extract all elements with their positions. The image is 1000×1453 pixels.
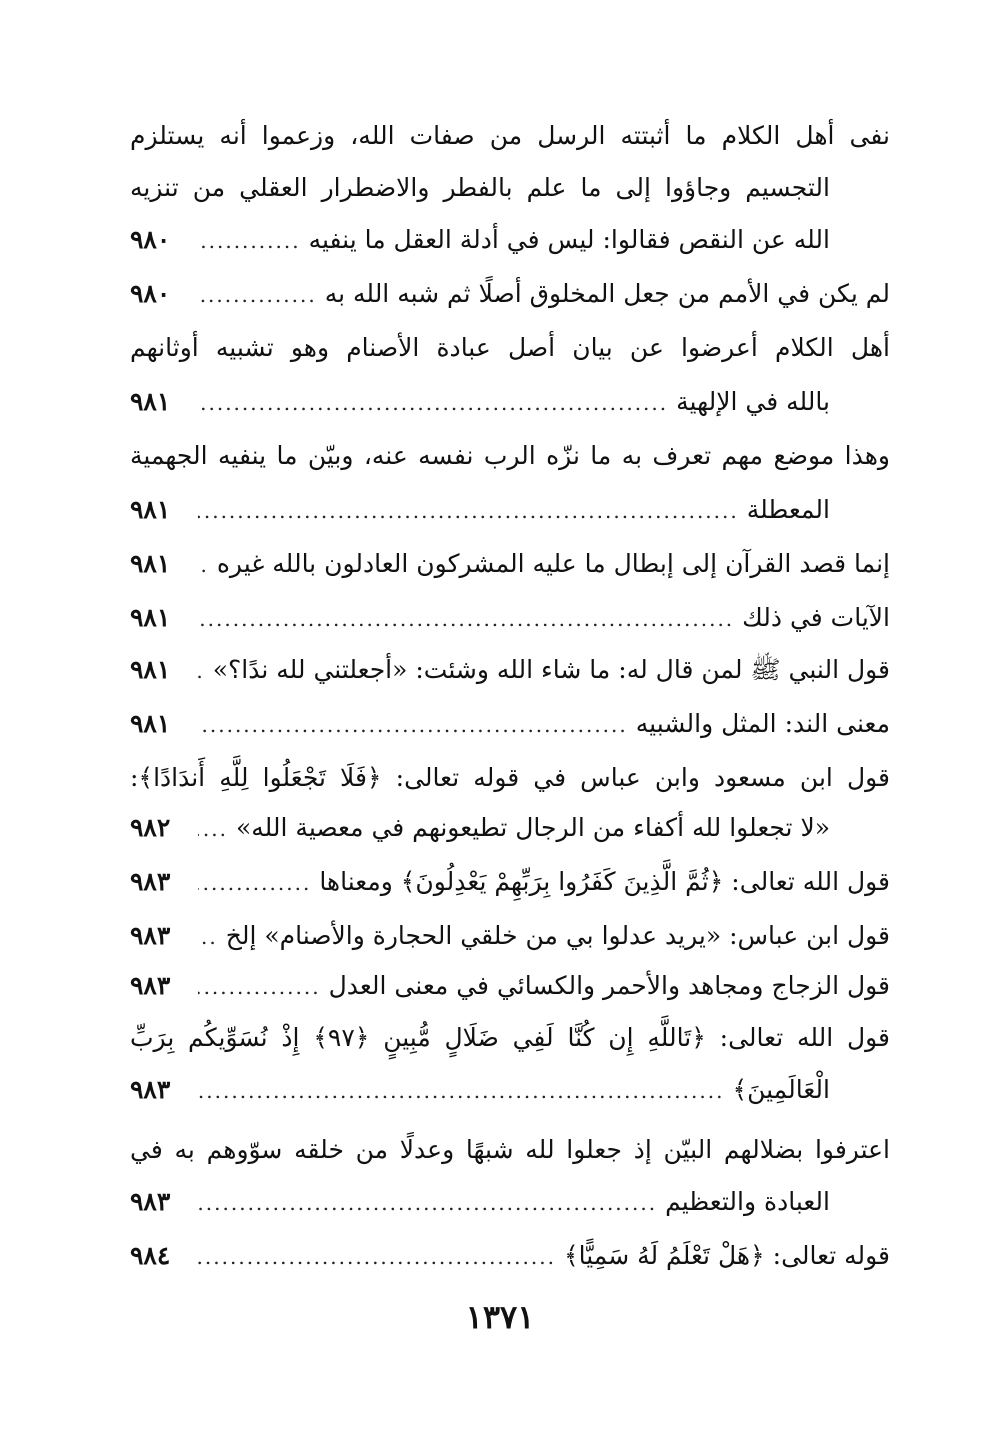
dot-leader <box>198 963 321 1011</box>
dot-leader <box>198 541 209 589</box>
entry-page-number: ٩٨٣ <box>130 1187 171 1216</box>
entry-page-number: ٩٨١ <box>130 655 171 684</box>
index-entry <box>130 1066 890 1114</box>
page-number: ١٣٧١ <box>465 1298 535 1336</box>
entry-text: بالله في الإلهية <box>676 387 830 416</box>
index-entry <box>130 804 890 852</box>
entry-text: وهذا موضع مهم تعرف به ما نزّه الرب نفسه عنه، وبيّن ما ينفيه الجهمية <box>130 441 890 470</box>
index-entry <box>130 216 890 264</box>
entry-text: إنما قصد القرآن إلى إبطال ما عليه المشركون العادلون بالله غيره <box>216 549 890 578</box>
entry-page-number: ٩٨٠ <box>130 225 171 254</box>
index-entry-continued <box>130 754 890 802</box>
index-entry-continued <box>130 432 890 480</box>
index-entry <box>130 962 890 1010</box>
index-entry <box>130 540 890 588</box>
index-entry <box>130 486 890 534</box>
index-entry <box>130 912 890 960</box>
entry-page-number: ٩٨١ <box>130 603 171 632</box>
entry-text: الآيات في ذلك <box>742 603 890 632</box>
dot-leader <box>198 701 628 749</box>
entry-text: لم يكن في الأمم من جعل المخلوق أصلًا ثم شبه الله به <box>324 279 890 308</box>
entry-page-number: ٩٨٣ <box>130 921 171 950</box>
index-entry <box>130 270 890 318</box>
index-entry-continued <box>130 1014 890 1062</box>
entry-text: الْعَالَمِينَ﴾ <box>732 1075 830 1104</box>
entry-page-number: ٩٨٢ <box>130 813 171 842</box>
entry-text: قول الله تعالى: ﴿ثُمَّ الَّذِينَ كَفَرُوا بِرَبِّهِمْ يَعْدِلُونَ﴾ ومعناها <box>319 867 890 896</box>
entry-text: معنى الند: المثل والشبيه <box>635 709 890 738</box>
index-entry-continued <box>130 164 890 212</box>
dot-leader <box>198 1067 724 1115</box>
entry-page-number: ٩٨٤ <box>130 1241 171 1270</box>
entry-text: اعترفوا بضلالهم البيّن إذ جعلوا لله شبهًا وعدلًا من خلقه سوّوهم به في <box>130 1135 890 1164</box>
entry-text: قول ابن مسعود وابن عباس في قوله تعالى: ﴿فَلَا تَجْعَلُوا لِلَّهِ أَندَادًا﴾: <box>130 763 890 792</box>
dot-leader <box>198 647 205 695</box>
entry-page-number: ٩٨١ <box>130 549 171 578</box>
index-entry <box>130 700 890 748</box>
dot-leader <box>198 1233 556 1281</box>
entry-page-number: ٩٨١ <box>130 709 171 738</box>
dot-leader <box>198 595 734 643</box>
entry-text: قول النبي ﷺ لمن قال له: ما شاء الله وشئت: «أجعلتني لله ندًا؟» <box>212 655 890 684</box>
entry-page-number: ٩٨١ <box>130 387 171 416</box>
dot-leader <box>198 379 668 427</box>
entry-text: نفى أهل الكلام ما أثبتته الرسل من صفات الله، وزعموا أنه يستلزم <box>130 121 890 150</box>
index-entry <box>130 646 890 694</box>
entry-text: أهل الكلام أعرضوا عن بيان أصل عبادة الأصنام وهو تشبيه أوثانهم <box>130 333 890 362</box>
index-entry-continued <box>130 324 890 372</box>
index-entry-continued <box>130 112 890 160</box>
entry-text: قول الزجاج ومجاهد والأحمر والكسائي في معنى العدل <box>328 971 890 1000</box>
dot-leader <box>198 913 218 961</box>
entry-text: قوله تعالى: ﴿هَلْ تَعْلَمُ لَهُ سَمِيًّا﴾ <box>563 1241 890 1270</box>
entry-text: قول ابن عباس: «يريد عدلوا بي من خلقي الحجارة والأصنام» إلخ <box>225 921 890 950</box>
index-entry <box>130 1178 890 1226</box>
entry-text: «لا تجعلوا لله أكفاء من الرجال تطيعونهم في معصية الله» <box>235 813 830 842</box>
entry-page-number: ٩٨٣ <box>130 971 171 1000</box>
entry-page-number: ٩٨١ <box>130 495 171 524</box>
index-entry <box>130 1232 890 1280</box>
dot-leader <box>198 805 228 853</box>
entry-text: المعطلة <box>746 495 830 524</box>
dot-leader <box>198 217 301 265</box>
entry-page-number: ٩٨٣ <box>130 1075 171 1104</box>
entry-text: العبادة والتعظيم <box>665 1187 830 1216</box>
index-entry-continued <box>130 1126 890 1174</box>
entry-page-number: ٩٨٣ <box>130 867 171 896</box>
dot-leader <box>198 487 739 535</box>
entry-text: قول الله تعالى: ﴿تَاللَّهِ إِن كُنَّا لَفِي ضَلَالٍ مُّبِينٍ ﴿٩٧﴾ إِذْ نُسَوِّيكُم بِرَبِّ <box>130 1023 890 1052</box>
index-entry <box>130 858 890 906</box>
dot-leader <box>198 859 311 907</box>
entry-page-number: ٩٨٠ <box>130 279 171 308</box>
entry-text: الله عن النقص فقالوا: ليس في أدلة العقل ما ينفيه <box>308 225 830 254</box>
dot-leader <box>198 271 317 319</box>
dot-leader <box>198 1179 657 1227</box>
index-entry <box>130 378 890 426</box>
index-entry <box>130 594 890 642</box>
entry-text: التجسيم وجاؤوا إلى ما علم بالفطر والاضطرار العقلي من تنزيه <box>130 173 830 202</box>
